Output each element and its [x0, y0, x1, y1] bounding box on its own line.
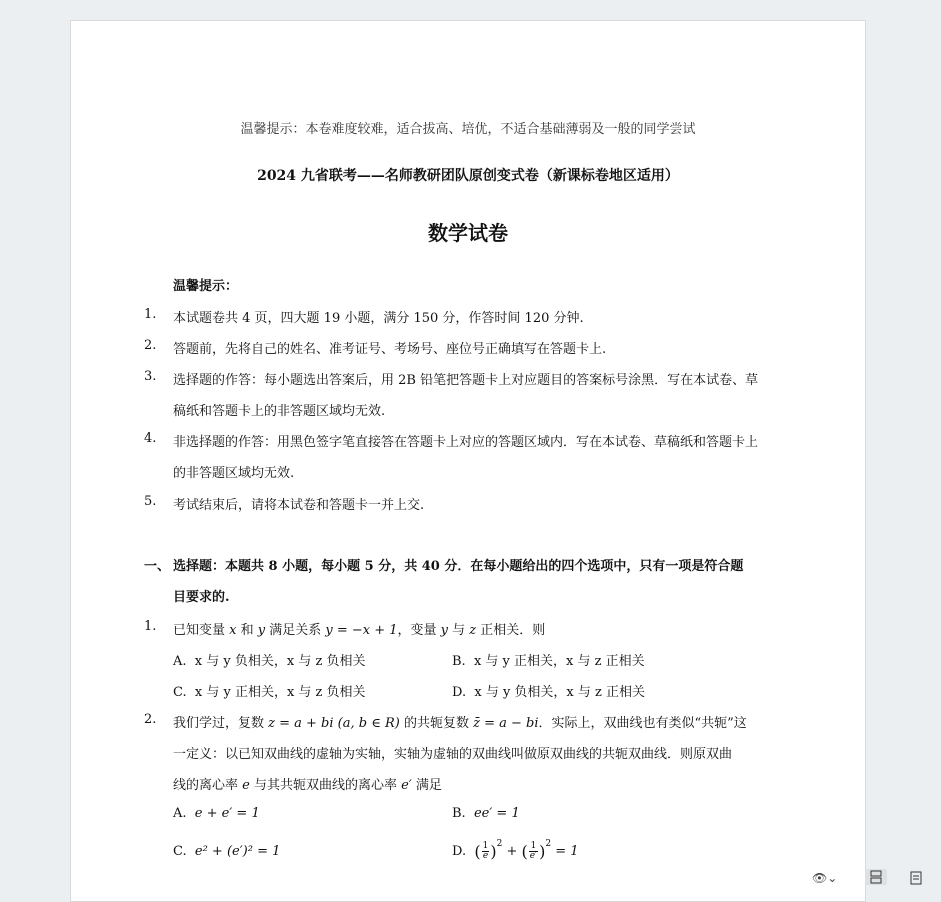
fraction-one-over-e: $\frac{1}{e}$ — [482, 841, 489, 861]
notice-heading: 温馨提示： — [173, 279, 239, 294]
section-heading: 选择题：本题共 8 小题，每小题 5 分，共 40 分．在每小题给出的四个选项中，只有一项是符合题 — [173, 559, 744, 574]
notice-item-num: 3. — [144, 369, 157, 384]
document-page — [70, 20, 866, 902]
option-d: D. ( $\frac{1}{e}$ )$^2$ + ( $\frac{1}{e'}$ )$^2$ = 1 — [452, 839, 579, 861]
difficulty-tip: 温馨提示：本卷难度较难，适合拔高、培优，不适合基础薄弱及一般的同学尝试 — [240, 122, 696, 137]
notice-item-text: 考试结束后，请将本试卷和答题卡一并上交. — [173, 498, 425, 513]
section-heading: 目要求的. — [173, 590, 230, 605]
option-d: D. x 与 y 负相关，x 与 z 正相关 — [452, 685, 646, 700]
notice-item-text: 答题前，先将自己的姓名、准考证号、考场号、座位号正确填写在答题卡上. — [173, 342, 607, 357]
subject-title: 数学试卷 — [428, 221, 508, 245]
fraction-one-over-e-prime: $\frac{1}{e'}$ — [529, 841, 538, 861]
option-a: A. e + e′ = 1 — [173, 806, 260, 821]
page-view-button[interactable] — [865, 869, 887, 885]
notice-item-num: 4. — [144, 431, 157, 446]
notice-item-num: 2. — [144, 338, 157, 353]
section-number: 一、 — [144, 559, 171, 574]
notice-item-num: 1. — [144, 307, 157, 322]
notice-item-text: 的非答题区域均无效. — [173, 466, 295, 481]
option-a: A. x 与 y 负相关，x 与 z 负相关 — [173, 654, 366, 669]
notice-item-text: 非选择题的作答：用黑色签字笔直接答在答题卡上对应的答题区域内．写在本试卷、草稿纸和答题卡上 — [173, 435, 759, 450]
notice-item-num: 5. — [144, 494, 157, 509]
option-c: C. e² + (e′)² = 1 — [173, 844, 281, 859]
option-c: C. x 与 y 正相关，x 与 z 负相关 — [173, 685, 366, 700]
question-number: 1. — [144, 619, 157, 634]
read-mode-icon[interactable] — [908, 871, 924, 885]
notice-item-text: 本试题卷共 4 页，四大题 19 小题，满分 150 分，作答时间 120 分钟. — [173, 311, 584, 326]
notice-item-text: 稿纸和答题卡上的非答题区域均无效. — [173, 404, 386, 419]
page-view-icon — [865, 869, 887, 885]
question-stem: 已知变量 x 和 y 满足关系 y = −x + 1，变量 y 与 z 正相关．则 — [173, 623, 546, 638]
option-b: B. ee′ = 1 — [452, 806, 520, 821]
question-stem: 一定义：以已知双曲线的虚轴为实轴，实轴为虚轴的双曲线叫做原双曲线的共轭双曲线．则原双曲 — [173, 747, 733, 762]
question-number: 2. — [144, 712, 157, 727]
exam-title: 2024 九省联考——名师教研团队原创变式卷（新课标卷地区适用） — [257, 168, 679, 184]
notice-item-text: 选择题的作答：每小题选出答案后，用 2B 铅笔把答题卡上对应题目的答案标号涂黑．写在本试卷、草 — [173, 373, 759, 388]
question-stem: 我们学过，复数 z = a + bi (a, b ∈ R) 的共轭复数 z̄ = a − bi．实际上，双曲线也有类似“共轭”这 — [173, 716, 747, 731]
eye-icon[interactable]: 👁⌄ — [812, 871, 838, 885]
option-b: B. x 与 y 正相关，x 与 z 正相关 — [452, 654, 645, 669]
question-stem: 线的离心率 e 与其共轭双曲线的离心率 e′ 满足 — [173, 778, 442, 793]
